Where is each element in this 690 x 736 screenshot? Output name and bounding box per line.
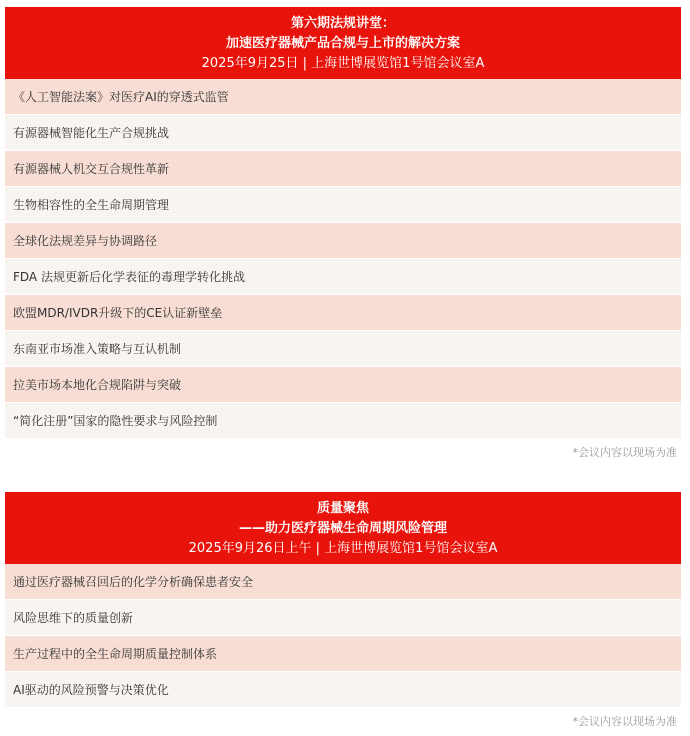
- topic-row: 有源器械智能化生产合规挑战: [5, 115, 681, 151]
- session-2-subtitle: ——助力医疗器械生命周期风险管理: [238, 521, 447, 536]
- session-1-date-venue: 2025年9月25日 | 上海世博展览馆1号馆会议室A: [201, 56, 485, 71]
- topic-row: 全球化法规差异与协调路径: [5, 223, 681, 259]
- session-2-header: [5, 492, 681, 564]
- topic-row: 生物相容性的全生命周期管理: [5, 187, 681, 223]
- session-1-header: [5, 7, 681, 79]
- topic-row: 东南亚市场准入策略与互认机制: [5, 331, 681, 367]
- topic-row: 有源器械人机交互合规性革新: [5, 151, 681, 187]
- session-2: [5, 492, 681, 734]
- topic-row: 拉美市场本地化合规陷阱与突破: [5, 367, 681, 403]
- topic-row: 《人工智能法案》对医疗AI的穿透式监管: [5, 79, 681, 115]
- topic-row: 生产过程中的全生命周期质量控制体系: [5, 636, 681, 672]
- topic-row: FDA 法规更新后化学表征的毒理学转化挑战: [5, 259, 681, 295]
- session-1-disclaimer: *会议内容以现场为准: [572, 446, 677, 459]
- session-1-title: 第六期法规讲堂：: [290, 16, 395, 31]
- session-2-date-venue: 2025年9月26日上午 | 上海世博展览馆1号馆会议室A: [188, 541, 498, 556]
- session-2-disclaimer: *会议内容以现场为准: [572, 715, 677, 728]
- session-2-title: 质量聚焦: [316, 501, 369, 516]
- topic-row: AI驱动的风险预警与决策优化: [5, 672, 681, 708]
- session-1: [5, 7, 681, 465]
- topic-row: 通过医疗器械召回后的化学分析确保患者安全: [5, 564, 681, 600]
- session-1-subtitle: 加速医疗器械产品合规与上市的解决方案: [225, 36, 460, 51]
- session-1-topic-list: [5, 79, 681, 439]
- topic-row: 欧盟MDR/IVDR升级下的CE认证新壁垒: [5, 295, 681, 331]
- session-2-topic-list: [5, 564, 681, 708]
- topic-row: “简化注册”国家的隐性要求与风险控制: [5, 403, 681, 439]
- topic-row: 风险思维下的质量创新: [5, 600, 681, 636]
